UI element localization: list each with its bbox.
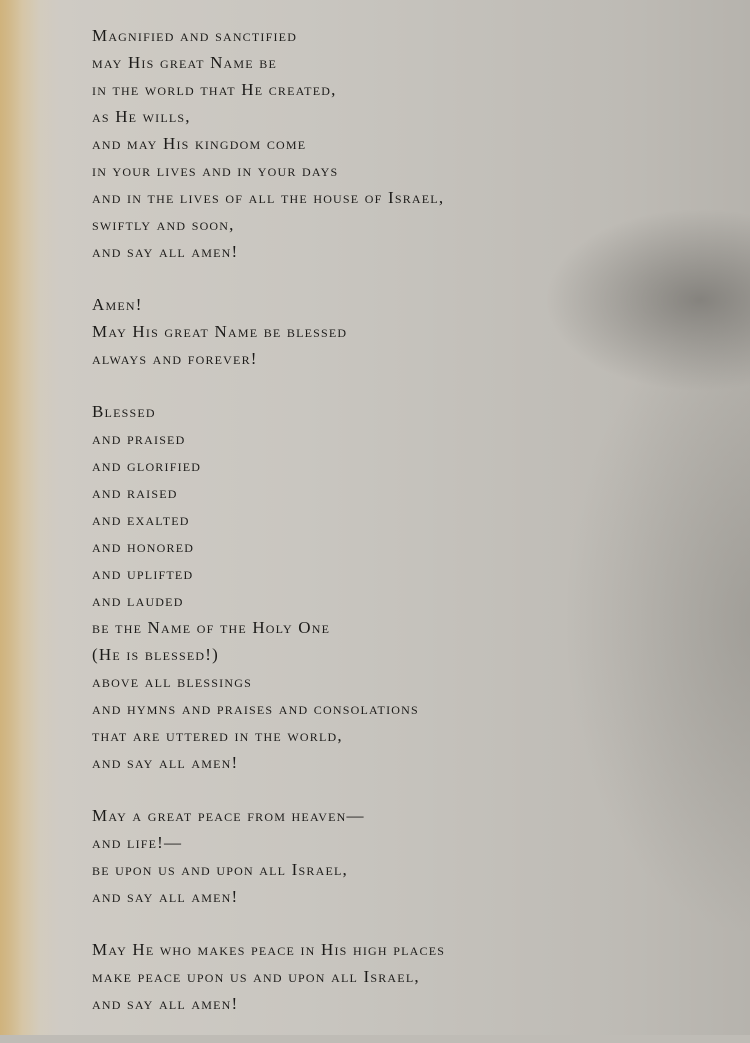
text-line: May a great peace from heaven— xyxy=(92,806,365,825)
text-line: and say all amen! xyxy=(92,994,239,1013)
text-line: and hymns and praises and consolations xyxy=(92,699,419,718)
text-line: and say all amen! xyxy=(92,242,239,261)
text-line: and exalted xyxy=(92,510,190,529)
text-line: and raised xyxy=(92,483,178,502)
page-gutter-shadow xyxy=(0,0,40,1035)
text-line: May He who makes peace in His high places xyxy=(92,940,446,959)
text-line: may His great Name be xyxy=(92,53,277,72)
text-line: (He is blessed!) xyxy=(92,645,219,664)
text-line: that are uttered in the world, xyxy=(92,726,343,745)
text-line: in your lives and in your days xyxy=(92,161,339,180)
text-line: Blessed xyxy=(92,402,156,421)
stanza-1 xyxy=(92,22,712,265)
text-line: and glorified xyxy=(92,456,202,475)
text-line: and uplifted xyxy=(92,564,194,583)
text-line: May His great Name be blessed xyxy=(92,322,348,341)
text-line: make peace upon us and upon all Israel, xyxy=(92,967,420,986)
text-line: and life!— xyxy=(92,833,183,852)
text-line: be upon us and upon all Israel, xyxy=(92,860,348,879)
text-line: and lauded xyxy=(92,591,184,610)
stanza-2 xyxy=(92,291,712,372)
stanza-5 xyxy=(92,936,712,1017)
text-line: Amen! xyxy=(92,295,143,314)
text-line: and in the lives of all the house of Israel, xyxy=(92,188,445,207)
text-line: and honored xyxy=(92,537,195,556)
text-line: Magnified and sanctified xyxy=(92,26,298,45)
text-line: always and forever! xyxy=(92,349,258,368)
stanza-4 xyxy=(92,802,712,910)
text-line: and praised xyxy=(92,429,186,448)
text-line: and may His kingdom come xyxy=(92,134,307,153)
text-line: as He wills, xyxy=(92,107,191,126)
text-line: be the Name of the Holy One xyxy=(92,618,331,637)
text-line: above all blessings xyxy=(92,672,252,691)
text-line: and say all amen! xyxy=(92,753,239,772)
text-line: in the world that He created, xyxy=(92,80,337,99)
prayer-text xyxy=(92,22,712,1043)
text-line: and say all amen! xyxy=(92,887,239,906)
stanza-3 xyxy=(92,398,712,776)
text-line: swiftly and soon, xyxy=(92,215,235,234)
